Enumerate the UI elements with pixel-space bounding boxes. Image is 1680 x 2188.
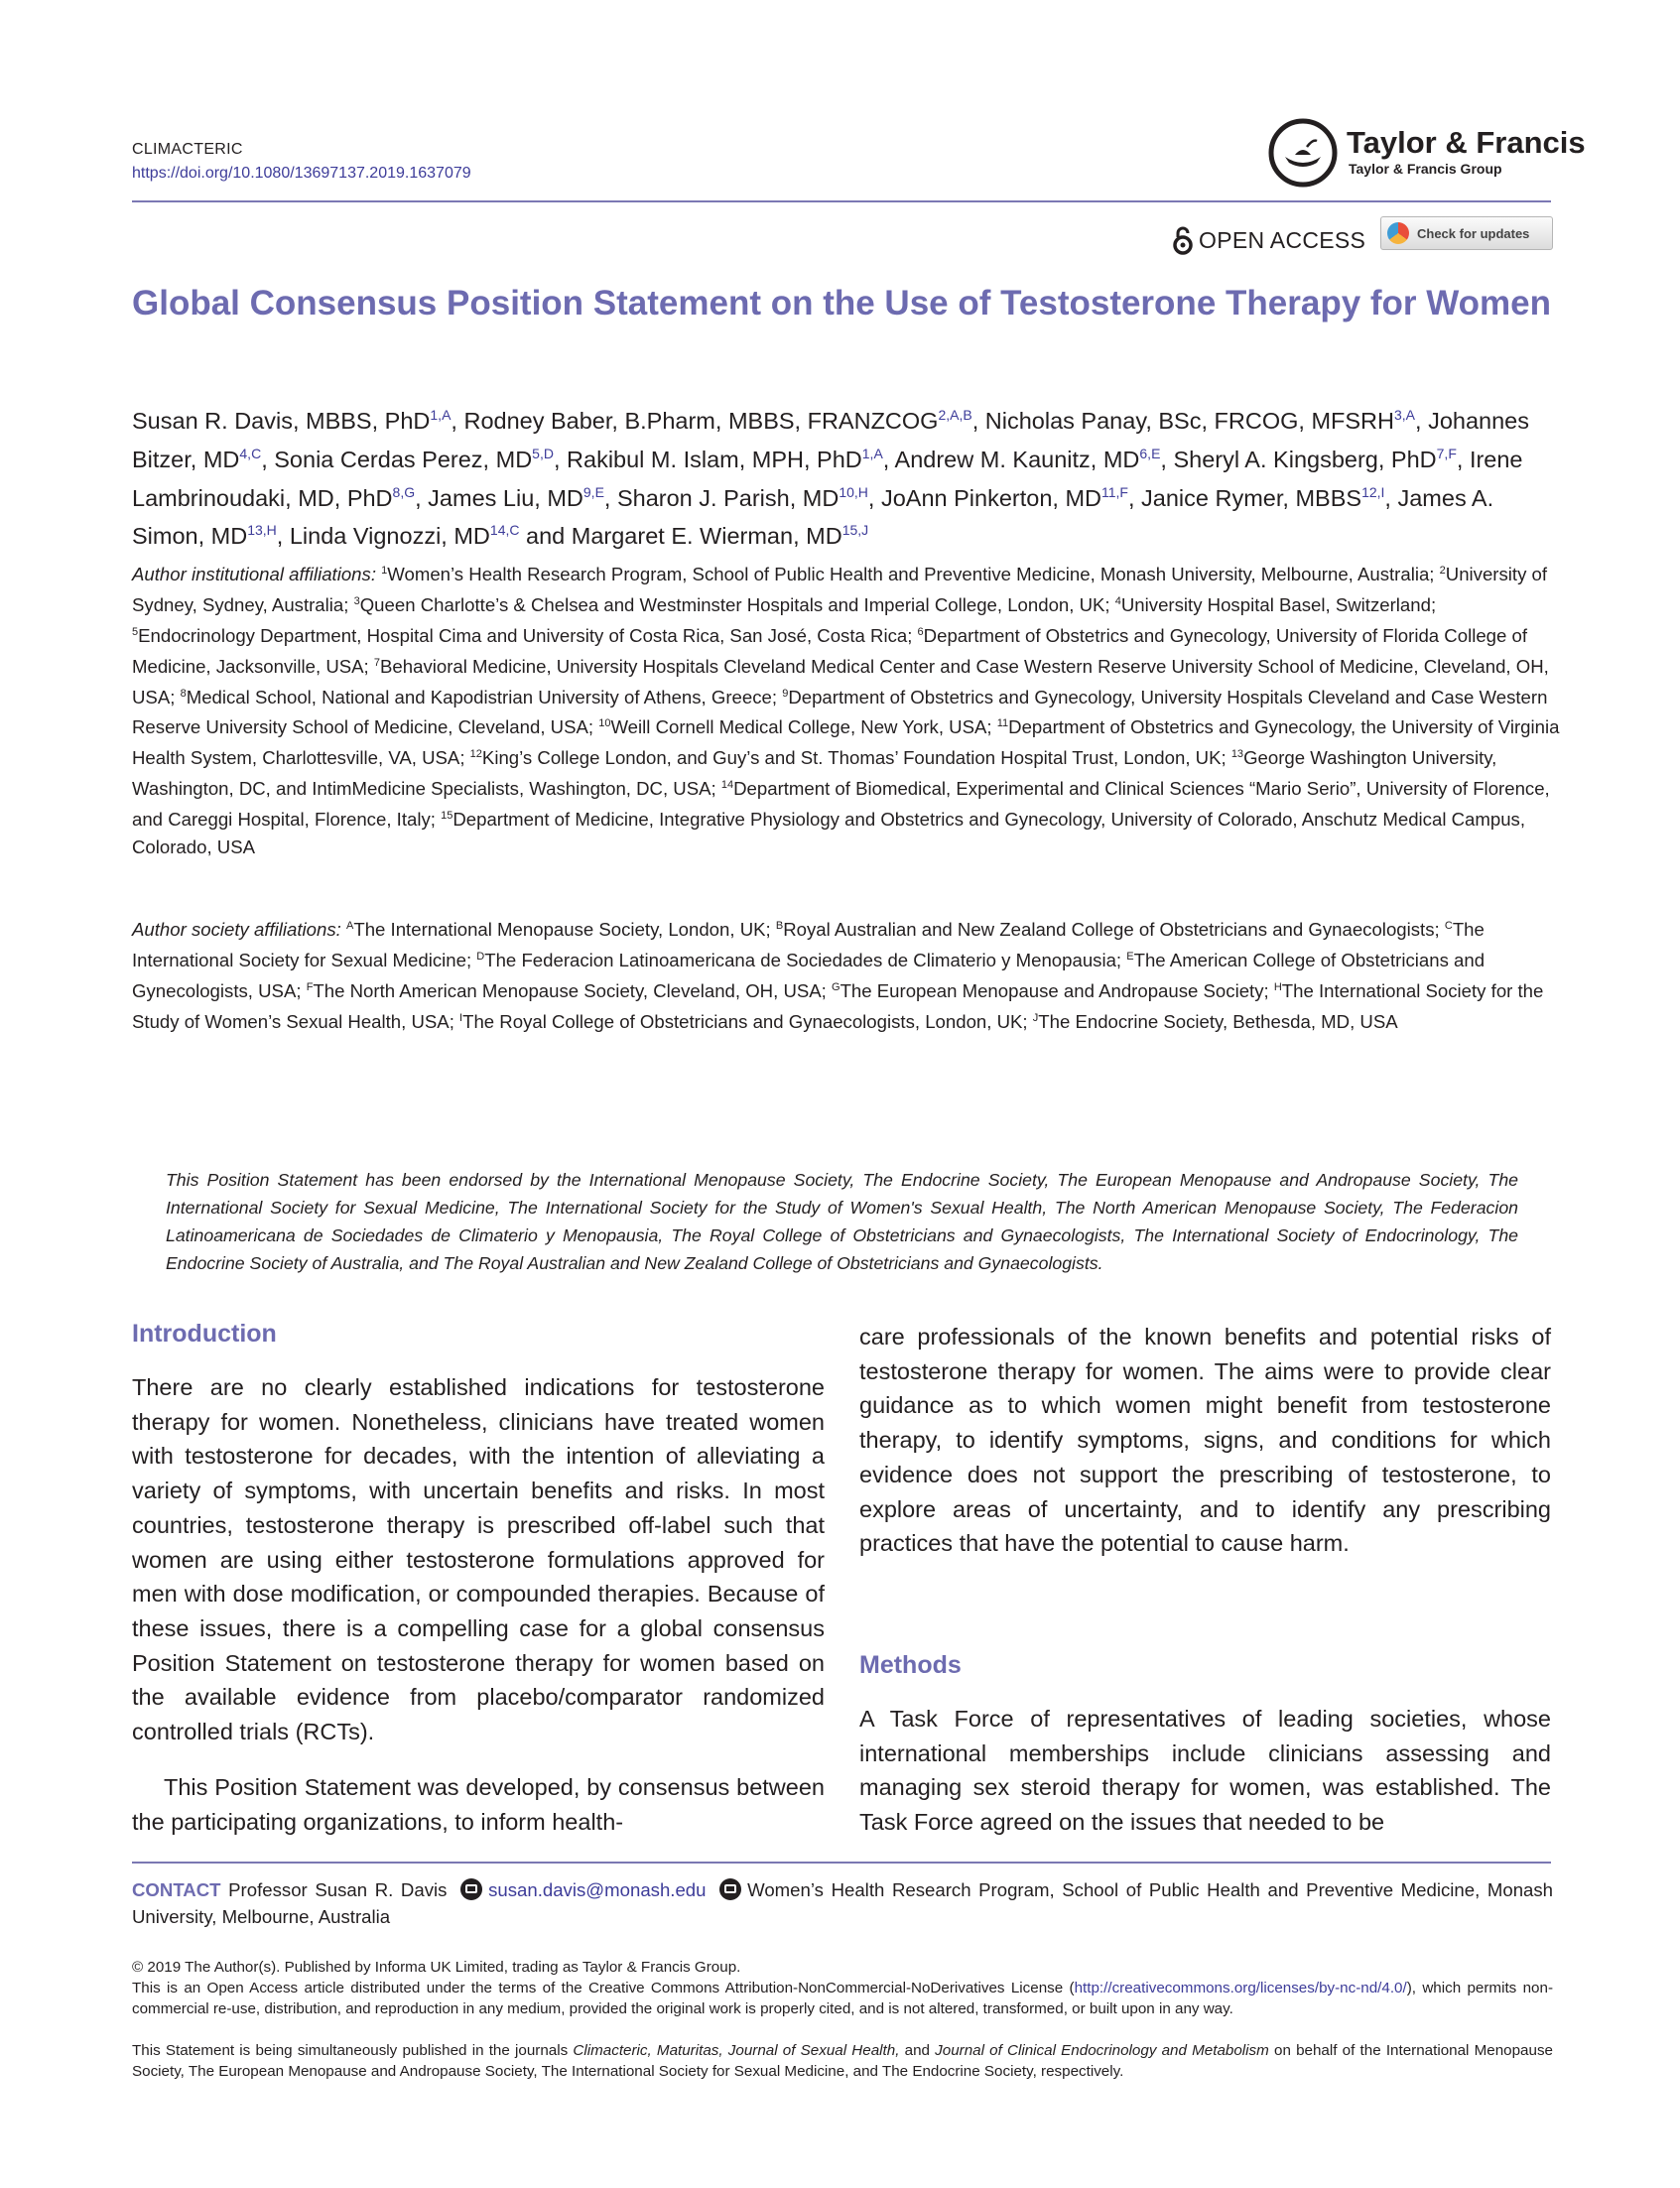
author-name: James Liu, MD — [428, 484, 583, 511]
society-affiliation-item: The European Menopause and Andropause Society; — [840, 979, 1274, 1001]
crossmark-icon — [1387, 222, 1409, 244]
institutional-affiliation-item: King’s College London, and Guy’s and St. Thomas’ Foundation Hospital Trust, London, UK; — [481, 747, 1231, 769]
society-affiliation-marker: C — [1444, 920, 1453, 932]
introduction-paragraph-1: There are no clearly established indications for testosterone therapy for women. Nonetheless, clinicians have treated women with testosterone for decades, with the intention of alleviating a variety of symptoms, with uncertain benefits and risks. In most countries, testosterone therapy is prescribed off-label such that women are using either testosterone formulations approved for men with dose modification, or compounded therapies. Because of these issues, there is a compelling case for a global consensus Position Statement on testosterone therapy for women based on the available evidence from placebo/comparator randomized controlled trials (RCTs). — [132, 1374, 825, 1745]
email-icon — [460, 1878, 482, 1900]
society-affiliation-item: The Federacion Latinoamericana de Sociedades de Climaterio y Menopausia; — [484, 950, 1127, 971]
institutional-affiliation-marker: 13 — [1230, 748, 1244, 761]
institutional-affiliation-item: Department of Obstetrics and Gynecology, University of Florida College of Medicine, Jacksonville, USA; — [132, 624, 1528, 677]
author-name: James A. Simon, MD — [132, 484, 1494, 550]
author-and: and — [519, 523, 572, 550]
author-affiliation-marker[interactable]: 3,A — [1394, 407, 1416, 423]
author-name: Sharon J. Parish, MD — [616, 484, 840, 511]
institutional-affiliation-item: Women’s Health Research Program, School of Public Health and Preventive Medicine, Monash University, Melbourne, Australia; — [387, 564, 1440, 585]
author-name: Sheryl A. Kingsberg, PhD — [1173, 446, 1437, 472]
society-affiliation-item: The International Society for the Study of Women’s Sexual Health, USA; — [132, 979, 1544, 1032]
simul-and: and — [899, 2042, 936, 2059]
methods-paragraph: A Task Force of representatives of leading societies, whose international memberships include clinicians assessing and managing sex steroid therapy for women, was established. The Task Force agreed on the issues that needed to be — [859, 1706, 1551, 1836]
institutional-affiliation-marker: 14 — [720, 779, 734, 792]
society-affiliation-item: The American College of Obstetricians and Gynecologists, USA; — [132, 950, 1486, 1001]
author-name: JoAnn Pinkerton, MD — [880, 484, 1101, 511]
institutional-affiliation-marker: 1 — [381, 565, 388, 577]
author-affiliation-marker[interactable]: 5,D — [532, 445, 554, 461]
publisher-group: Taylor & Francis Group — [1349, 161, 1502, 177]
author-name: Irene Lambrinoudaki, MD, PhD — [132, 446, 1523, 511]
author-list: Susan R. Davis, MBBS, PhD$^{1,A}$, Rodney Baber, B.Pharm, MBBS, $FRANZCOG^{2,A,B}$, Nicholas Panay, BSc, FRCOG, $MFSRH^{3,A}$, Johannes Bitzer, $MD^{4,C}$, Sonia Cerdas Perez, $MD^{5,D}$, Rakibul M. Islam, MPH, PhD$^{1,A}$, Andrew M. Kaunitz, $MD^{6,E}$, Sheryl A. Kingsberg, PhD$^{7,F}$, Irene Lambrinoudaki, MD, PhD$^{8,G}$, James Liu, $MD^{9,E}$, Sharon J. Parish, $MD^{10,H}$, JoAnn Pinkerton, $MD^{11,F}$, Janice Rymer, $MBBS^{12,I}$, James A. Simon, $MD^{13,H}$, Linda Vignozzi, $MD^{14,C}$ and Margaret E. Wierman, $MD^{15,J}$ — [132, 407, 1529, 550]
copyright-notice: © 2019 The Author(s). Published by Informa UK Limited, trading as Taylor & Francis Group. — [132, 1959, 741, 1976]
author-name: Susan R. Davis, MBBS, PhD — [132, 407, 431, 434]
institutional-affiliation-item: Department of Obstetrics and Gynecology, University Hospitals Cleveland and Case Western Reserve University School of Medicine, Cleveland, USA; — [132, 686, 1548, 738]
author-affiliation-marker[interactable]: 1,A — [430, 407, 452, 423]
header-rule — [132, 200, 1551, 202]
introduction-paragraph-2: This Position Statement was developed, by consensus between the participating organizations, to inform health- — [132, 1774, 825, 1835]
institutional-affiliation-item: George Washington University, Washington, DC, and IntimMedicine Specialists, Washington, DC, USA; — [132, 747, 1497, 800]
society-affiliation-marker: E — [1126, 950, 1134, 963]
institutional-affiliation-item: Department of Medicine, Integrative Physiology and Obstetrics and Gynecology, University of Colorado, Anschutz Medical Campus, Colorado, USA — [132, 809, 1526, 858]
institutional-affiliation-marker: 5 — [132, 625, 139, 638]
open-lock-icon — [1173, 225, 1193, 255]
author-affiliation-marker[interactable]: 8,G — [392, 483, 416, 500]
society-affiliation-marker: I — [459, 1011, 463, 1024]
institutional-affiliation-marker: 8 — [180, 687, 187, 700]
contact-label: CONTACT — [132, 1879, 221, 1900]
author-affiliation-marker[interactable]: 10,H — [839, 483, 868, 500]
author-affiliation-marker[interactable]: 7,F — [1436, 445, 1457, 461]
author-name: Rakibul M. Islam, MPH, PhD — [567, 446, 862, 472]
license-text-end: ), which permits non-commercial re-use, distribution, and reproduction in any medium, provided the original work is properly cited, and is not altered, transformed, or built upon in any way. — [132, 1980, 1553, 2017]
doi-link[interactable]: https://doi.org/10.1080/13697137.2019.1637079 — [132, 165, 471, 182]
author-name: Nicholas Panay, BSc, FRCOG, MFSRH — [984, 407, 1394, 434]
author-affiliation-marker[interactable]: 11,F — [1101, 483, 1128, 500]
license-text-start: This is an Open Access article distributed under the terms of the Creative Commons Attribution-NonCommercial-NoDerivatives License ( — [132, 1980, 1075, 1996]
institutional-affiliation-item: University Hospital Basel, Switzerland; — [1120, 594, 1437, 616]
author-name: Rodney Baber, B.Pharm, MBBS, FRANZCOG — [463, 407, 939, 434]
simultaneous-publication-notice — [132, 2040, 1553, 2082]
endorsement-statement: This Position Statement has been endorsed by the International Menopause Society, The Endocrine Society, The European Menopause and Andropause Society, The International Society for Sexual Medicine, The International Society for the Study of Women's Sexual Health, The North American Menopause Society, The Federacion Latinoamericana de Sociedades de Climaterio y Menopausia, The Royal College of Obstetricians and Gynaecologists, The International Society of Endocrinology, The Endocrine Society of Australia, and The Royal Australian and New Zealand College of Obstetricians and Gynaecologists. — [166, 1170, 1518, 1273]
check-for-updates-label: Check for updates — [1417, 225, 1530, 241]
contact-rule — [132, 1862, 1551, 1864]
publisher-name: Taylor & Francis — [1347, 125, 1586, 160]
simul-text-end: on behalf of the International Menopause Society, The European Menopause and Andropause Society, The International Society for Sexual Medicine, and The Endocrine Society, respectively. — [132, 2042, 1553, 2080]
author-affiliation-marker[interactable]: 6,E — [1139, 445, 1161, 461]
author-affiliation-marker[interactable]: 12,I — [1361, 483, 1385, 500]
society-affiliation-marker: F — [306, 980, 314, 993]
society-affiliation-marker: J — [1032, 1011, 1039, 1024]
institutional-affiliation-marker: 4 — [1114, 594, 1121, 607]
simul-journal-last: Journal of Clinical Endocrinology and Metabolism — [935, 2042, 1269, 2059]
society-affiliation-item: Royal Australian and New Zealand College of Obstetricians and Gynaecologists; — [783, 919, 1445, 941]
author-name: Linda Vignozzi, MD — [289, 523, 490, 550]
author-name: Margaret E. Wierman, MD — [571, 523, 842, 550]
introduction-paragraph-continued: care professionals of the known benefits and potential risks of testosterone therapy for women. The aims were to provide clear guidance as to which women might benefit from testosterone therapy, to identify symptoms, signs, and conditions for which evidence does not support the prescribing of testosterone, to explore areas of uncertainty, and to identify any prescribing practices that have the potential to cause harm. — [859, 1324, 1551, 1557]
society-affiliations — [132, 913, 1561, 1036]
institutional-affiliation-item: Queen Charlotte’s & Chelsea and Westminster Hospitals and Imperial College, London, UK; — [359, 594, 1115, 616]
institutional-affiliation-item: Weill Cornell Medical College, New York, USA; — [610, 716, 997, 738]
author-affiliation-marker[interactable]: 9,E — [582, 483, 604, 500]
society-affiliation-marker: B — [775, 920, 784, 932]
author-affiliation-marker[interactable]: 4,C — [239, 445, 262, 461]
author-affiliation-marker[interactable]: 14,C — [489, 522, 520, 539]
society-affiliation-marker: H — [1273, 980, 1282, 993]
society-affiliation-marker: D — [476, 950, 485, 963]
author-name: Johannes Bitzer, MD — [132, 407, 1529, 472]
contact-name: Professor Susan R. Davis — [228, 1879, 448, 1900]
society-affiliation-marker: A — [346, 920, 354, 932]
institutional-affiliation-item: Endocrinology Department, Hospital Cima and University of Costa Rica, San José, Costa Rica; — [138, 624, 918, 646]
simul-text-start: This Statement is being simultaneously published in the journals — [132, 2042, 574, 2059]
license-link[interactable]: http://creativecommons.org/licenses/by-nc-nd/4.0/ — [1074, 1980, 1407, 1996]
author-name: Janice Rymer, MBBS — [1141, 484, 1362, 511]
author-affiliation-marker[interactable]: 2,A,B — [938, 407, 972, 423]
publisher-logo[interactable] — [1267, 117, 1586, 189]
introduction-heading: Introduction — [132, 1320, 277, 1348]
society-affiliation-item: The Endocrine Society, Bethesda, MD, USA — [1038, 1010, 1398, 1032]
institutional-affiliation-item: Department of Biomedical, Experimental and Clinical Sciences “Mario Serio”, University of Florence, and Careggi Hospital, Florence, Italy; — [132, 778, 1550, 831]
article-title: Global Consensus Position Statement on the Use of Testosterone Therapy for Women — [132, 284, 1552, 322]
contact-email-link[interactable]: susan.davis@monash.edu — [488, 1879, 707, 1900]
author-name: Andrew M. Kaunitz, MD — [894, 446, 1140, 472]
institutional-affiliation-item: Behavioral Medicine, University Hospitals Cleveland Medical Center and Case Western Reserve University School of Medicine, Cleveland, OH, USA; — [132, 655, 1549, 708]
institutional-affiliation-marker: 15 — [441, 810, 453, 823]
institutional-affiliation-marker: 7 — [373, 656, 381, 669]
institutional-affiliation-marker: 9 — [782, 687, 789, 700]
society-affiliation-label: Author society affiliations: — [132, 919, 346, 941]
institutional-affiliation-item: Department of Obstetrics and Gynecology, the University of Virginia Health System, Charlottesville, VA, USA; — [132, 716, 1560, 769]
society-affiliation-marker: G — [832, 980, 840, 993]
license-notice — [132, 1978, 1553, 2019]
society-affiliation-item: The Royal College of Obstetricians and Gynaecologists, London, UK; — [462, 1010, 1033, 1032]
society-affiliation-item: The International Society for Sexual Medicine; — [132, 919, 1485, 971]
methods-heading: Methods — [859, 1651, 962, 1679]
open-access-label: OPEN ACCESS — [1199, 226, 1366, 253]
institutional-affiliation-marker: 6 — [917, 625, 924, 638]
author-affiliation-marker[interactable]: 15,J — [841, 522, 869, 539]
institutional-affiliation-label: Author institutional affiliations: — [132, 564, 382, 585]
author-affiliation-marker[interactable]: 1,A — [861, 445, 883, 461]
check-for-updates-button[interactable] — [1380, 216, 1553, 250]
contact-address: Women’s Health Research Program, School of Public Health and Preventive Medicine, Monash University, Melbourne, Australia — [132, 1879, 1554, 1927]
journal-name: CLIMACTERIC — [132, 141, 243, 158]
institutional-affiliation-marker: 3 — [353, 594, 360, 607]
institutional-affiliation-marker: 11 — [996, 717, 1009, 730]
institutional-affiliation-item: University of Sydney, Sydney, Australia; — [132, 564, 1548, 616]
author-name: Sonia Cerdas Perez, MD — [274, 446, 533, 472]
institutional-affiliation-marker: 10 — [598, 717, 611, 730]
institutional-affiliation-item: Medical School, National and Kapodistrian University of Athens, Greece; — [186, 686, 783, 708]
simul-journals: Climacteric, Maturitas, Journal of Sexual Health, — [573, 2042, 900, 2059]
institutional-affiliation-marker: 12 — [469, 748, 482, 761]
society-affiliation-item: The International Menopause Society, London, UK; — [353, 919, 776, 941]
society-affiliation-item: The North American Menopause Society, Cleveland, OH, USA; — [313, 979, 833, 1001]
contact-block — [132, 1877, 1553, 1930]
publisher-logo-icon — [1267, 117, 1339, 189]
institutional-affiliation-marker: 2 — [1439, 565, 1446, 577]
open-access-badge — [1173, 222, 1365, 258]
institutional-affiliations — [132, 558, 1561, 861]
author-affiliation-marker[interactable]: 13,H — [247, 522, 277, 539]
address-icon — [719, 1878, 741, 1900]
